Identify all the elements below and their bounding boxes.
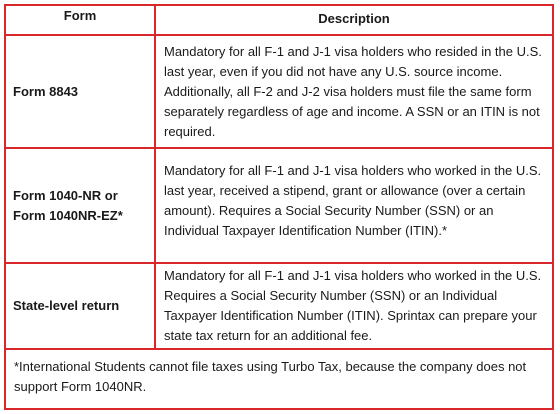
footnote-text: *International Students cannot file taxes using Turbo Tax, because the company does not support Form 1040NR. — [14, 359, 527, 394]
description-cell — [156, 264, 552, 348]
tax-forms-table — [4, 4, 554, 410]
form-cell — [6, 36, 156, 147]
form-cell — [6, 149, 156, 262]
description-cell — [156, 36, 552, 147]
form-column-header-cell — [6, 6, 156, 34]
description-text: Mandatory for all F-1 and J-1 visa holders who worked in the U.S. Requires a Social Security Number (SSN) or an Individual Taxpayer Identification Number (ITIN). Sprintax can prepare your state tax return for an additional fee. — [164, 268, 542, 343]
form-name: Form 1040-NR or — [13, 187, 118, 203]
form-column-header: Form — [63, 8, 97, 23]
table-row — [6, 147, 552, 262]
footnote-row — [6, 348, 552, 400]
description-text: Mandatory for all F-1 and J-1 visa holders who resided in the U.S. last year, even if you did not have any U.S. source income. Additionally, all F-2 and J-2 visa holders must file the same form separately regardless of age and income. A SSN or an ITIN is not required. — [164, 44, 542, 139]
table-row — [6, 262, 552, 348]
form-name: Form 8843 — [13, 83, 79, 99]
form-name: Form 1040NR-EZ* — [13, 207, 123, 223]
table-header-row — [6, 6, 552, 34]
description-column-header-cell — [156, 6, 552, 34]
table-row — [6, 34, 552, 147]
description-cell — [156, 149, 552, 262]
description-column-header: Description — [318, 11, 390, 26]
description-text: Mandatory for all F-1 and J-1 visa holders who worked in the U.S. last year, received a stipend, grant or allowance (over a certain amount). Requires a Social Security Number (SSN) or an Individual Taxpayer Identification Number (ITIN).* — [164, 163, 542, 238]
form-name: State-level return — [13, 298, 120, 313]
form-cell — [6, 264, 156, 348]
